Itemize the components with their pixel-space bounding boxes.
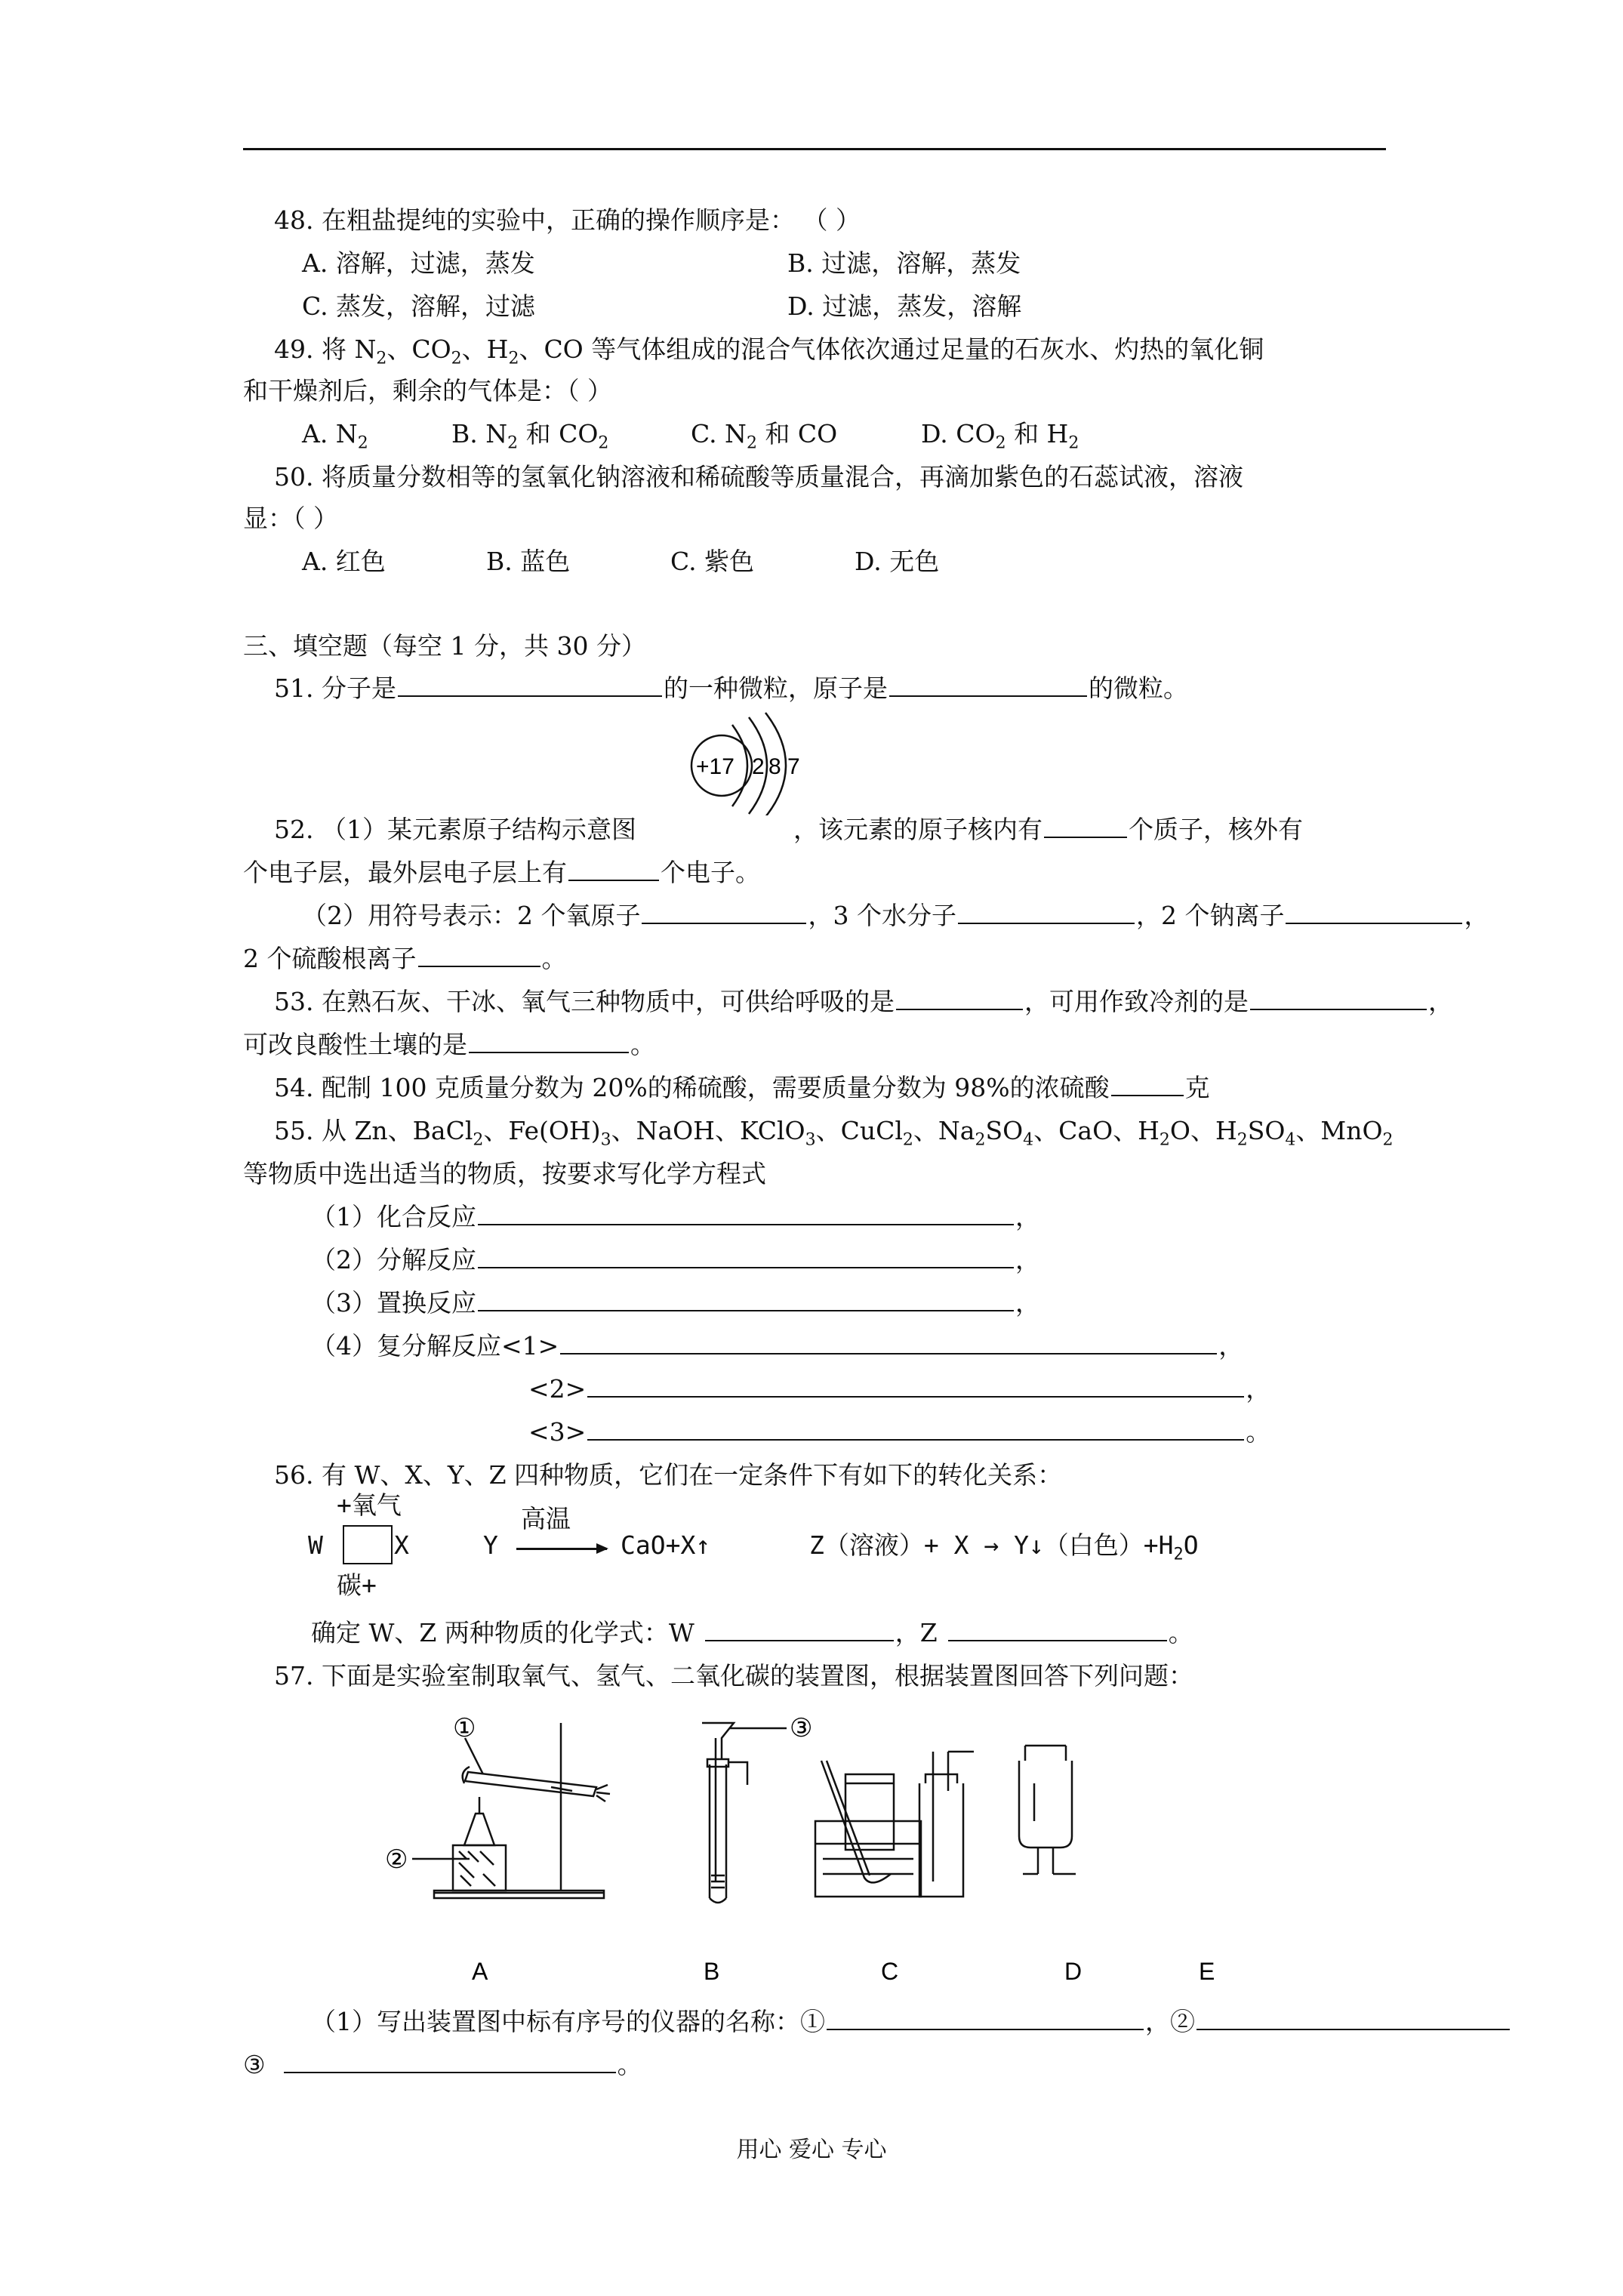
atom-structure-diagram [679, 710, 823, 815]
q49-stem: 49. 将 $N_2$、$CO_2$、$H_2$、CO 等气体组成的混合气体依次通过足量的石灰水、灼热的氧化铜 [274, 334, 1264, 368]
q56-x: X [394, 1530, 409, 1560]
q52-blank-oxygen[interactable] [642, 900, 806, 924]
q56-conversion-box [343, 1525, 393, 1564]
q49-option-b: B. $N_2$ 和 $CO_2$ [451, 419, 609, 453]
q57-stem: 57. 下面是实验室制取氧气、氢气、二氧化碳的装置图，根据装置图回答下列问题： [274, 1661, 1193, 1690]
atom-shell-electrons-1: 2 [752, 754, 765, 779]
q55-text-segment: O、H [1169, 1116, 1237, 1145]
q55-subscript: 4 [1023, 1130, 1034, 1150]
q56-arrow-head [596, 1543, 608, 1554]
atom-shell-electrons-2: 8 [768, 754, 781, 779]
mark-2: ② [385, 1845, 408, 1874]
q48-stem: 48. 在粗盐提纯的实验中，正确的操作顺序是： （ ） [274, 205, 861, 235]
q53-line2: 可改良酸性土壤的是 。 [243, 1030, 655, 1059]
q55-blank-decomposition[interactable] [478, 1244, 1014, 1268]
q55-blank-combination[interactable] [478, 1201, 1014, 1225]
q55-subscript: 4 [1285, 1130, 1296, 1150]
q56-w: W [308, 1530, 323, 1560]
q55-decomposition: （2）分解反应 ， [311, 1245, 1040, 1274]
q56-blank-w[interactable] [705, 1617, 894, 1641]
q48-option-d: D. 过滤，蒸发，溶解 [787, 291, 1022, 321]
label-b: B [704, 1958, 720, 1985]
q55-text-segment: SO [985, 1116, 1024, 1145]
q52-blank-outer-electrons[interactable] [568, 857, 659, 881]
q49-option-a: A. $N_2$ [302, 419, 368, 453]
q51-blank-2[interactable] [889, 673, 1087, 697]
label-a: A [472, 1958, 488, 1985]
q55-blank-double-3[interactable] [587, 1416, 1244, 1441]
q48-option-a: A. 溶解，过滤，蒸发 [302, 248, 535, 278]
q55-line2: 等物质中选出适当的物质，按要求写化学方程式 [243, 1159, 766, 1188]
q55-blank-displacement[interactable] [478, 1287, 1014, 1311]
q56-stem: 56. 有 W、X、Y、Z 四种物质，它们在一定条件下有如下的转化关系： [274, 1460, 1063, 1490]
q55-combination: （1）化合反应 ， [311, 1202, 1040, 1231]
atom-nucleus-charge: +17 [696, 754, 735, 779]
q49-option-d: D. $CO_2$ 和 $H_2$ [921, 419, 1079, 453]
q52-blank-sodium[interactable] [1286, 900, 1462, 924]
apparatus-c [815, 1761, 921, 1897]
q52-blank-sulfate[interactable] [418, 943, 540, 967]
q52-blank-protons[interactable] [1044, 814, 1127, 838]
q57-blank-2[interactable] [1196, 2006, 1510, 2030]
q53-blank-soil[interactable] [469, 1029, 629, 1053]
q50-stem-line2: 显：（ ） [243, 504, 338, 533]
q57-blank-3[interactable] [284, 2049, 616, 2073]
q55-text-segment: 、MnO [1295, 1116, 1383, 1145]
q50-option-d: D. 无色 [855, 547, 940, 576]
q55-double-displacement-3: <3> 。 [528, 1417, 1271, 1447]
atom-shell-electrons-3: 7 [787, 754, 800, 779]
q56-reaction-arrow [516, 1548, 607, 1550]
q55-subscript: 2 [1382, 1130, 1394, 1150]
q51-blank-1[interactable] [398, 673, 662, 697]
q55-blank-double-1[interactable] [560, 1330, 1217, 1354]
lab-apparatus-figure [370, 1700, 1246, 1987]
atom-shell-1 [732, 725, 747, 806]
q50-stem: 50. 将质量分数相等的氢氧化钠溶液和稀硫酸等质量混合，再滴加紫色的石蕊试液，溶液 [274, 462, 1243, 492]
page-footer: 用心 爱心 专心 [736, 2137, 887, 2163]
q55-line1 [274, 1114, 1394, 1148]
q52-line1: 52. （1）某元素原子结构示意图 ，该元素的原子核内有 个质子，核外有 [274, 815, 1303, 844]
q56-determine: 确定 W、Z 两种物质的化学式：W ，Z 。 [311, 1618, 1193, 1647]
q55-subscript: 2 [473, 1130, 484, 1150]
q52-line3: （2）用符号表示：2 个氧原子 ，3 个水分子 ，2 个钠离子 ， [302, 901, 1489, 930]
header-rule [243, 148, 1386, 150]
q53-line1: 53. 在熟石灰、干冰、氧气三种物质中，可供给呼吸的是 ，可用作致冷剂的是 ， [274, 987, 1453, 1016]
apparatus-d [919, 1752, 974, 1897]
mark-1: ① [453, 1714, 476, 1743]
q49-option-c: C. $N_2$ 和 CO [691, 419, 838, 453]
q55-double-displacement-1: （4）复分解反应<1> ， [311, 1331, 1244, 1361]
q55-text-segment: 、Na [913, 1116, 975, 1145]
q56-carbon-plus: 碳+ [337, 1570, 377, 1600]
q55-text-segment: SO [1247, 1116, 1286, 1145]
q51: 51. 分子是 的一种微粒，原子是 的微粒。 [274, 673, 1188, 703]
q56-z-eq: Z（溶液）+ X → Y↓（白色）$+H_2O$ [809, 1530, 1199, 1564]
q53-blank-coolant[interactable] [1250, 986, 1427, 1010]
q52-line4: 2 个硫酸根离子 。 [243, 944, 567, 973]
apparatus-e [1019, 1746, 1076, 1874]
label-c: C [881, 1958, 899, 1985]
q55-subscript: 2 [975, 1130, 986, 1150]
q55-text-segment: 55. 从 Zn、BaCl [274, 1116, 473, 1145]
q56-y: Y [483, 1530, 498, 1560]
q55-subscript: 2 [1236, 1130, 1248, 1150]
q53-blank-breathing[interactable] [896, 986, 1023, 1010]
q57-sub1-line2: ③ 。 [243, 2050, 642, 2079]
q56-blank-z[interactable] [948, 1617, 1167, 1641]
q50-option-a: A. 红色 [302, 547, 386, 576]
label-e: E [1199, 1958, 1215, 1985]
q56-cao-eq: CaO+X↑ [621, 1530, 711, 1560]
q55-subscript: 2 [902, 1130, 913, 1150]
q50-option-c: C. 紫色 [670, 547, 755, 576]
q48-option-c: C. 蒸发，溶解，过滤 [302, 291, 536, 321]
q55-text-segment: 、CaO、H [1033, 1116, 1160, 1145]
q55-text-segment: 、CuCl [815, 1116, 903, 1145]
q55-double-displacement-2: <2> ， [528, 1374, 1271, 1404]
q55-text-segment: 、Fe(OH) [483, 1116, 601, 1145]
apparatus-a [434, 1723, 610, 1898]
section-title: 三、填空题（每空 1 分，共 30 分） [243, 631, 646, 661]
q55-displacement: （3）置换反应 ， [311, 1288, 1040, 1318]
q52-line2: 个电子层，最外层电子层上有 个电子。 [243, 858, 760, 887]
q57-sub1: （1）写出装置图中标有序号的仪器的名称：① ，② [311, 2005, 1511, 2039]
q48-option-b: B. 过滤，溶解，蒸发 [787, 248, 1021, 278]
label-d: D [1064, 1958, 1083, 1985]
q56-plus-oxygen: +氧气 [337, 1490, 402, 1520]
q55-blank-double-2[interactable] [587, 1373, 1244, 1398]
q55-subscript: 3 [805, 1130, 816, 1150]
q54-blank-mass[interactable] [1111, 1072, 1184, 1096]
apparatus-b [702, 1723, 747, 1903]
q49-stem-line2: 和干燥剂后，剩余的气体是：（ ） [243, 376, 612, 405]
q55-subscript: 2 [1159, 1130, 1170, 1150]
q52-blank-water[interactable] [958, 900, 1135, 924]
q57-blank-1[interactable] [827, 2006, 1144, 2030]
q56-high-temp: 高温 [521, 1504, 571, 1533]
q50-option-b: B. 蓝色 [486, 547, 571, 576]
q55-subscript: 3 [600, 1130, 611, 1150]
mark-3: ③ [790, 1714, 813, 1743]
q55-text-segment: 、NaOH、KClO [611, 1116, 805, 1145]
q54: 54. 配制 100 克质量分数为 20%的稀硫酸，需要质量分数为 98%的浓硫酸 克 [274, 1073, 1210, 1102]
